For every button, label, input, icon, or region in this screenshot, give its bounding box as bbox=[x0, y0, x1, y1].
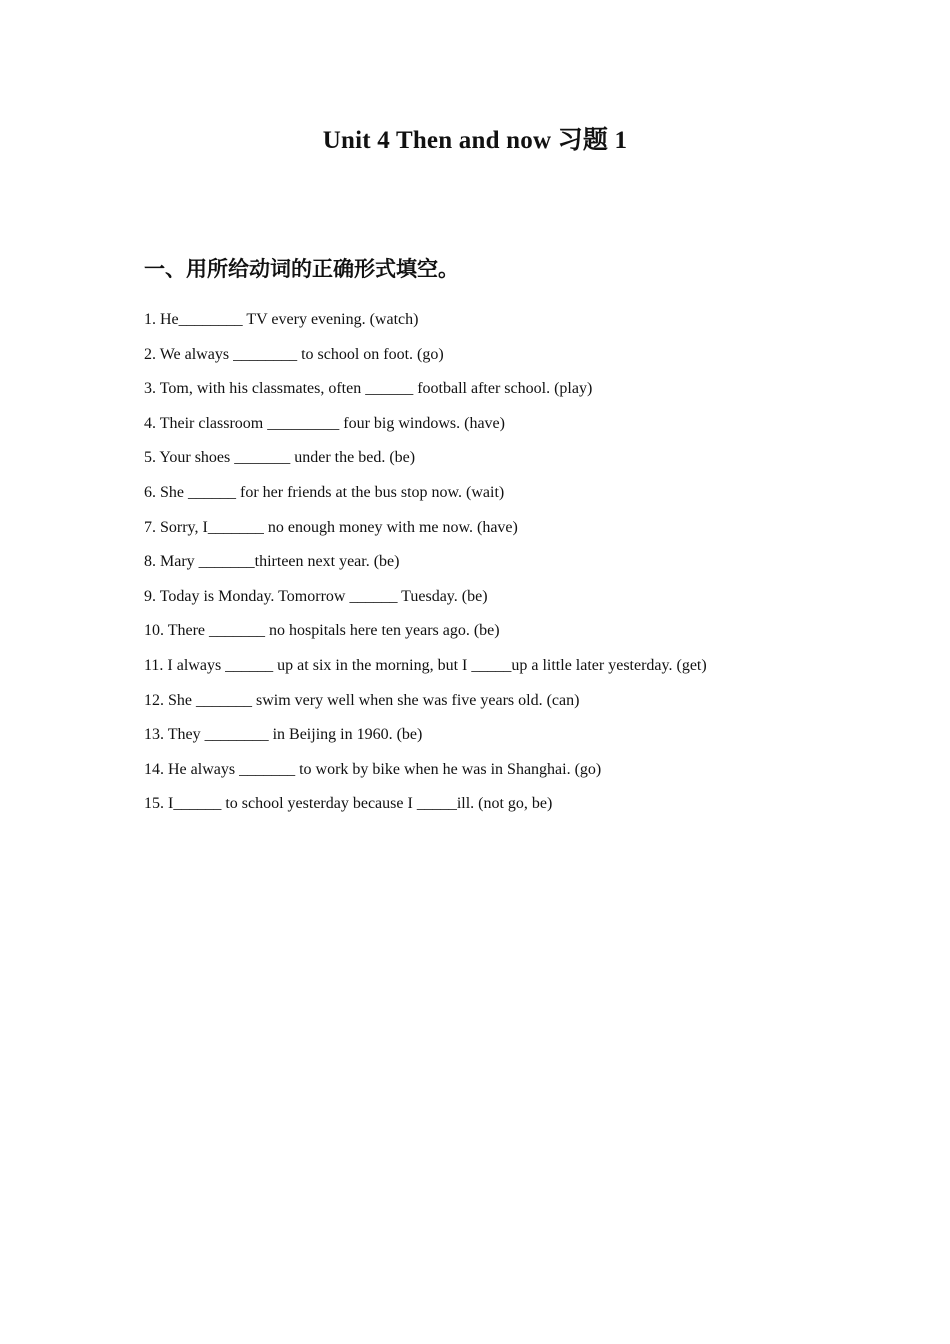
question-item: 4. Their classroom _________ four big windows. (have) bbox=[144, 414, 505, 432]
question-list bbox=[144, 306, 707, 825]
page-title: Unit 4 Then and now 习题 1 bbox=[322, 127, 628, 154]
question-item: 3. Tom, with his classmates, often ______ football after school. (play) bbox=[144, 380, 593, 398]
question-item: 13. They ________ in Beijing in 1960. (be) bbox=[144, 726, 423, 744]
question-item: 1. He________ TV every evening. (watch) bbox=[144, 311, 419, 328]
question-item: 10. There _______ no hospitals here ten years ago. (be) bbox=[144, 622, 500, 640]
question-item: 11. I always ______ up at six in the morning, but I _____up a little later yesterday. (get) bbox=[144, 656, 707, 674]
question-item: 14. He always _______ to work by bike when he was in Shanghai. (go) bbox=[144, 760, 602, 778]
question-item: 15. I______ to school yesterday because I _____ill. (not go, be) bbox=[144, 795, 553, 813]
question-item: 12. She _______ swim very well when she was five years old. (can) bbox=[144, 691, 580, 709]
question-item: 9. Today is Monday. Tomorrow ______ Tuesday. (be) bbox=[144, 587, 488, 605]
question-item: 8. Mary _______thirteen next year. (be) bbox=[144, 553, 400, 571]
question-item: 7. Sorry, I_______ no enough money with me now. (have) bbox=[144, 518, 518, 536]
question-item: 6. She ______ for her friends at the bus stop now. (wait) bbox=[144, 483, 505, 501]
section-heading: 一、用所给动词的正确形式填空。 bbox=[144, 257, 459, 281]
question-item: 2. We always ________ to school on foot. (go) bbox=[144, 345, 444, 363]
question-item: 5. Your shoes _______ under the bed. (be) bbox=[144, 449, 416, 467]
